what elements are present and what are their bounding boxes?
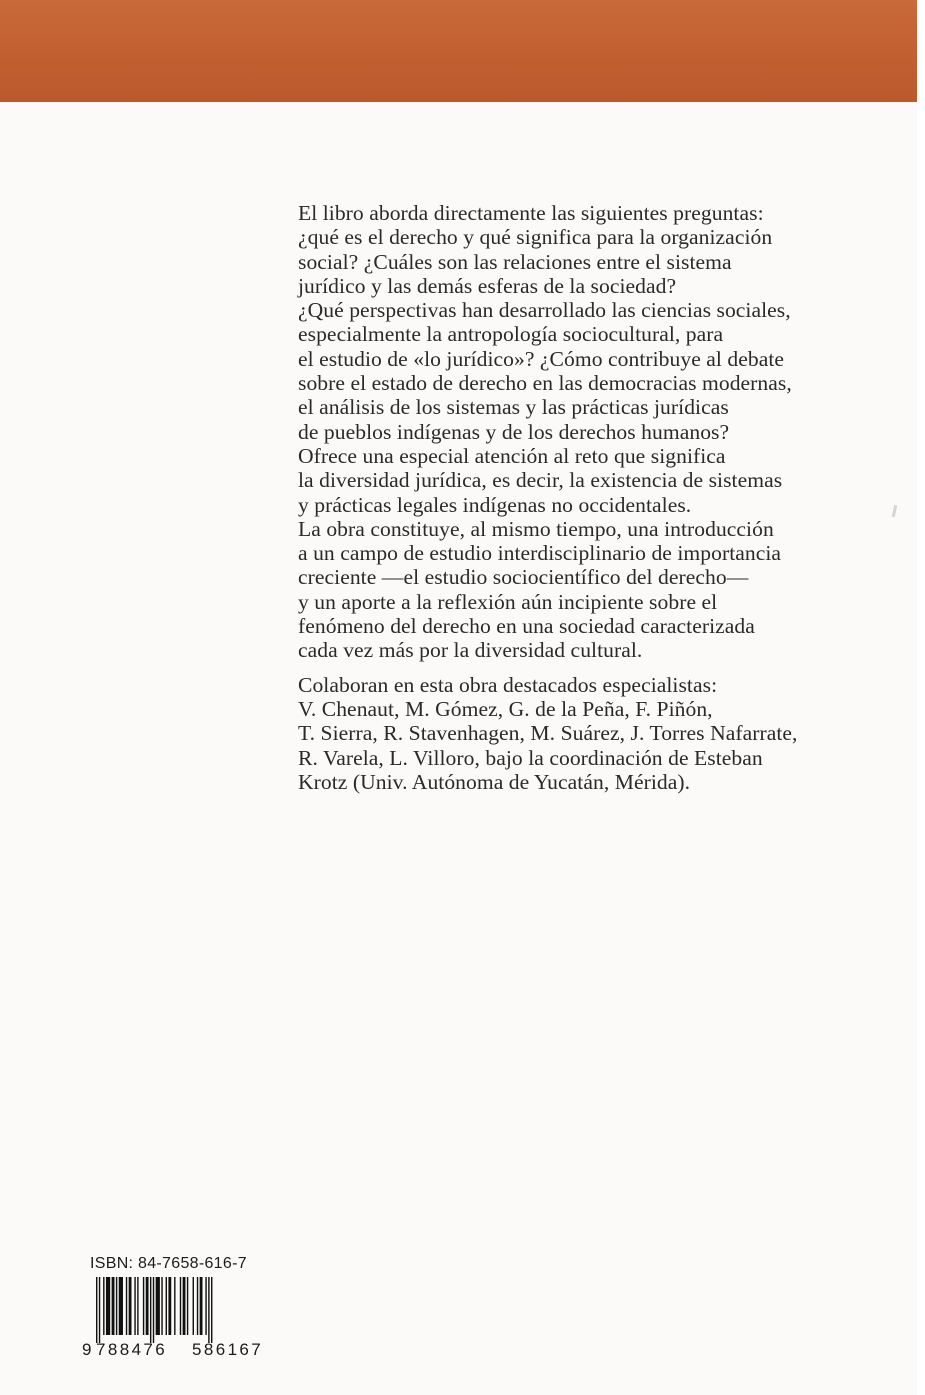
blurb-line: La obra constituye, al mismo tiempo, una introducción bbox=[298, 516, 774, 541]
blurb-line: Ofrece una especial atención al reto que significa bbox=[298, 443, 726, 468]
blurb-line: R. Varela, L. Villoro, bajo la coordinación de Esteban bbox=[298, 745, 763, 770]
blurb-line: la diversidad jurídica, es decir, la existencia de sistemas bbox=[298, 468, 783, 493]
blurb-line: cada vez más por la diversidad cultural. bbox=[298, 638, 643, 663]
barcode-bar bbox=[146, 1277, 149, 1335]
blurb-line: ¿Qué perspectivas han desarrollado las ciencias sociales, bbox=[298, 298, 791, 323]
barcode-first-digit: 9 bbox=[82, 1340, 92, 1359]
blurb-line: Krotz (Univ. Autónoma de Yucatán, Mérida). bbox=[298, 769, 691, 794]
blurb-line: V. Chenaut, M. Gómez, G. de la Peña, F. Piñón, bbox=[298, 696, 713, 721]
barcode-bar bbox=[183, 1277, 186, 1335]
blurb-line: Colaboran en esta obra destacados especialistas: bbox=[298, 672, 718, 697]
blurb-paragraph-description bbox=[298, 201, 858, 663]
barcode-bar bbox=[150, 1277, 151, 1343]
isbn-block bbox=[82, 1255, 292, 1360]
blurb-line: sobre el estado de derecho en las democracias modernas, bbox=[298, 371, 792, 396]
page-edge bbox=[917, 0, 925, 1395]
barcode-bar bbox=[137, 1277, 138, 1335]
barcode-bar bbox=[126, 1277, 127, 1335]
blurb-line: fenómeno del derecho en una sociedad caracterizada bbox=[298, 614, 755, 639]
barcode-bar bbox=[187, 1277, 188, 1335]
blurb-paragraph-contributors bbox=[298, 673, 858, 794]
barcode-bar bbox=[134, 1277, 135, 1335]
blurb-line: a un campo de estudio interdisciplinario de importancia bbox=[298, 541, 782, 566]
isbn-label: ISBN: 84-7658-616-7 bbox=[90, 1255, 247, 1272]
blurb-line: El libro aborda directamente las siguientes preguntas: bbox=[298, 201, 764, 225]
barcode-digits bbox=[82, 1340, 292, 1360]
barcode bbox=[82, 1277, 282, 1343]
blurb-line: ¿qué es el derecho y qué significa para la organización bbox=[298, 225, 773, 250]
barcode-bar bbox=[106, 1277, 110, 1335]
barcode-right-group: 586167 bbox=[192, 1340, 264, 1359]
barcode-bar bbox=[174, 1277, 175, 1335]
barcode-bar bbox=[129, 1277, 132, 1335]
blurb-line: creciente —el estudio sociocientífico del derecho— bbox=[298, 565, 749, 590]
barcode-bar bbox=[112, 1277, 115, 1335]
blurb-line: el estudio de «lo jurídico»? ¿Cómo contribuye al debate bbox=[298, 346, 785, 371]
barcode-bar bbox=[180, 1277, 181, 1335]
barcode-bar bbox=[153, 1277, 154, 1343]
blurb-line: y prácticas legales indígenas no occidentales. bbox=[298, 492, 692, 517]
barcode-bar bbox=[168, 1277, 171, 1335]
barcode-left-group: 788476 bbox=[96, 1340, 168, 1359]
barcode-bar bbox=[166, 1277, 167, 1335]
barcode-bar bbox=[193, 1277, 194, 1335]
barcode-bar bbox=[205, 1277, 206, 1335]
barcode-bar bbox=[119, 1277, 123, 1335]
blurb-line: jurídico y las demás esferas de la sociedad? bbox=[298, 273, 677, 298]
blurb-line: de pueblos indígenas y de los derechos humanos? bbox=[298, 419, 730, 444]
barcode-bar bbox=[211, 1277, 212, 1343]
blurb-line: el análisis de los sistemas y las prácticas jurídicas bbox=[298, 395, 729, 420]
back-cover-blurb bbox=[298, 201, 858, 794]
barcode-bar bbox=[208, 1277, 209, 1343]
barcode-bar bbox=[116, 1277, 117, 1335]
barcode-bar bbox=[197, 1277, 198, 1335]
barcode-bar bbox=[161, 1277, 162, 1335]
barcode-bar bbox=[200, 1277, 203, 1335]
barcode-bar bbox=[103, 1277, 104, 1335]
blurb-line: y un aporte a la reflexión aún incipiente sobre el bbox=[298, 589, 718, 614]
barcode-bar bbox=[156, 1277, 160, 1335]
blurb-line: especialmente la antropología sociocultural, para bbox=[298, 322, 724, 347]
barcode-bar bbox=[96, 1277, 97, 1343]
print-mark bbox=[892, 505, 897, 517]
top-color-band bbox=[0, 0, 918, 102]
barcode-bar bbox=[99, 1277, 100, 1343]
blurb-line: social? ¿Cuáles son las relaciones entre el sistema bbox=[298, 249, 732, 274]
blurb-line: T. Sierra, R. Stavenhagen, M. Suárez, J. Torres Nafarrate, bbox=[298, 721, 798, 746]
barcode-bar bbox=[143, 1277, 144, 1335]
